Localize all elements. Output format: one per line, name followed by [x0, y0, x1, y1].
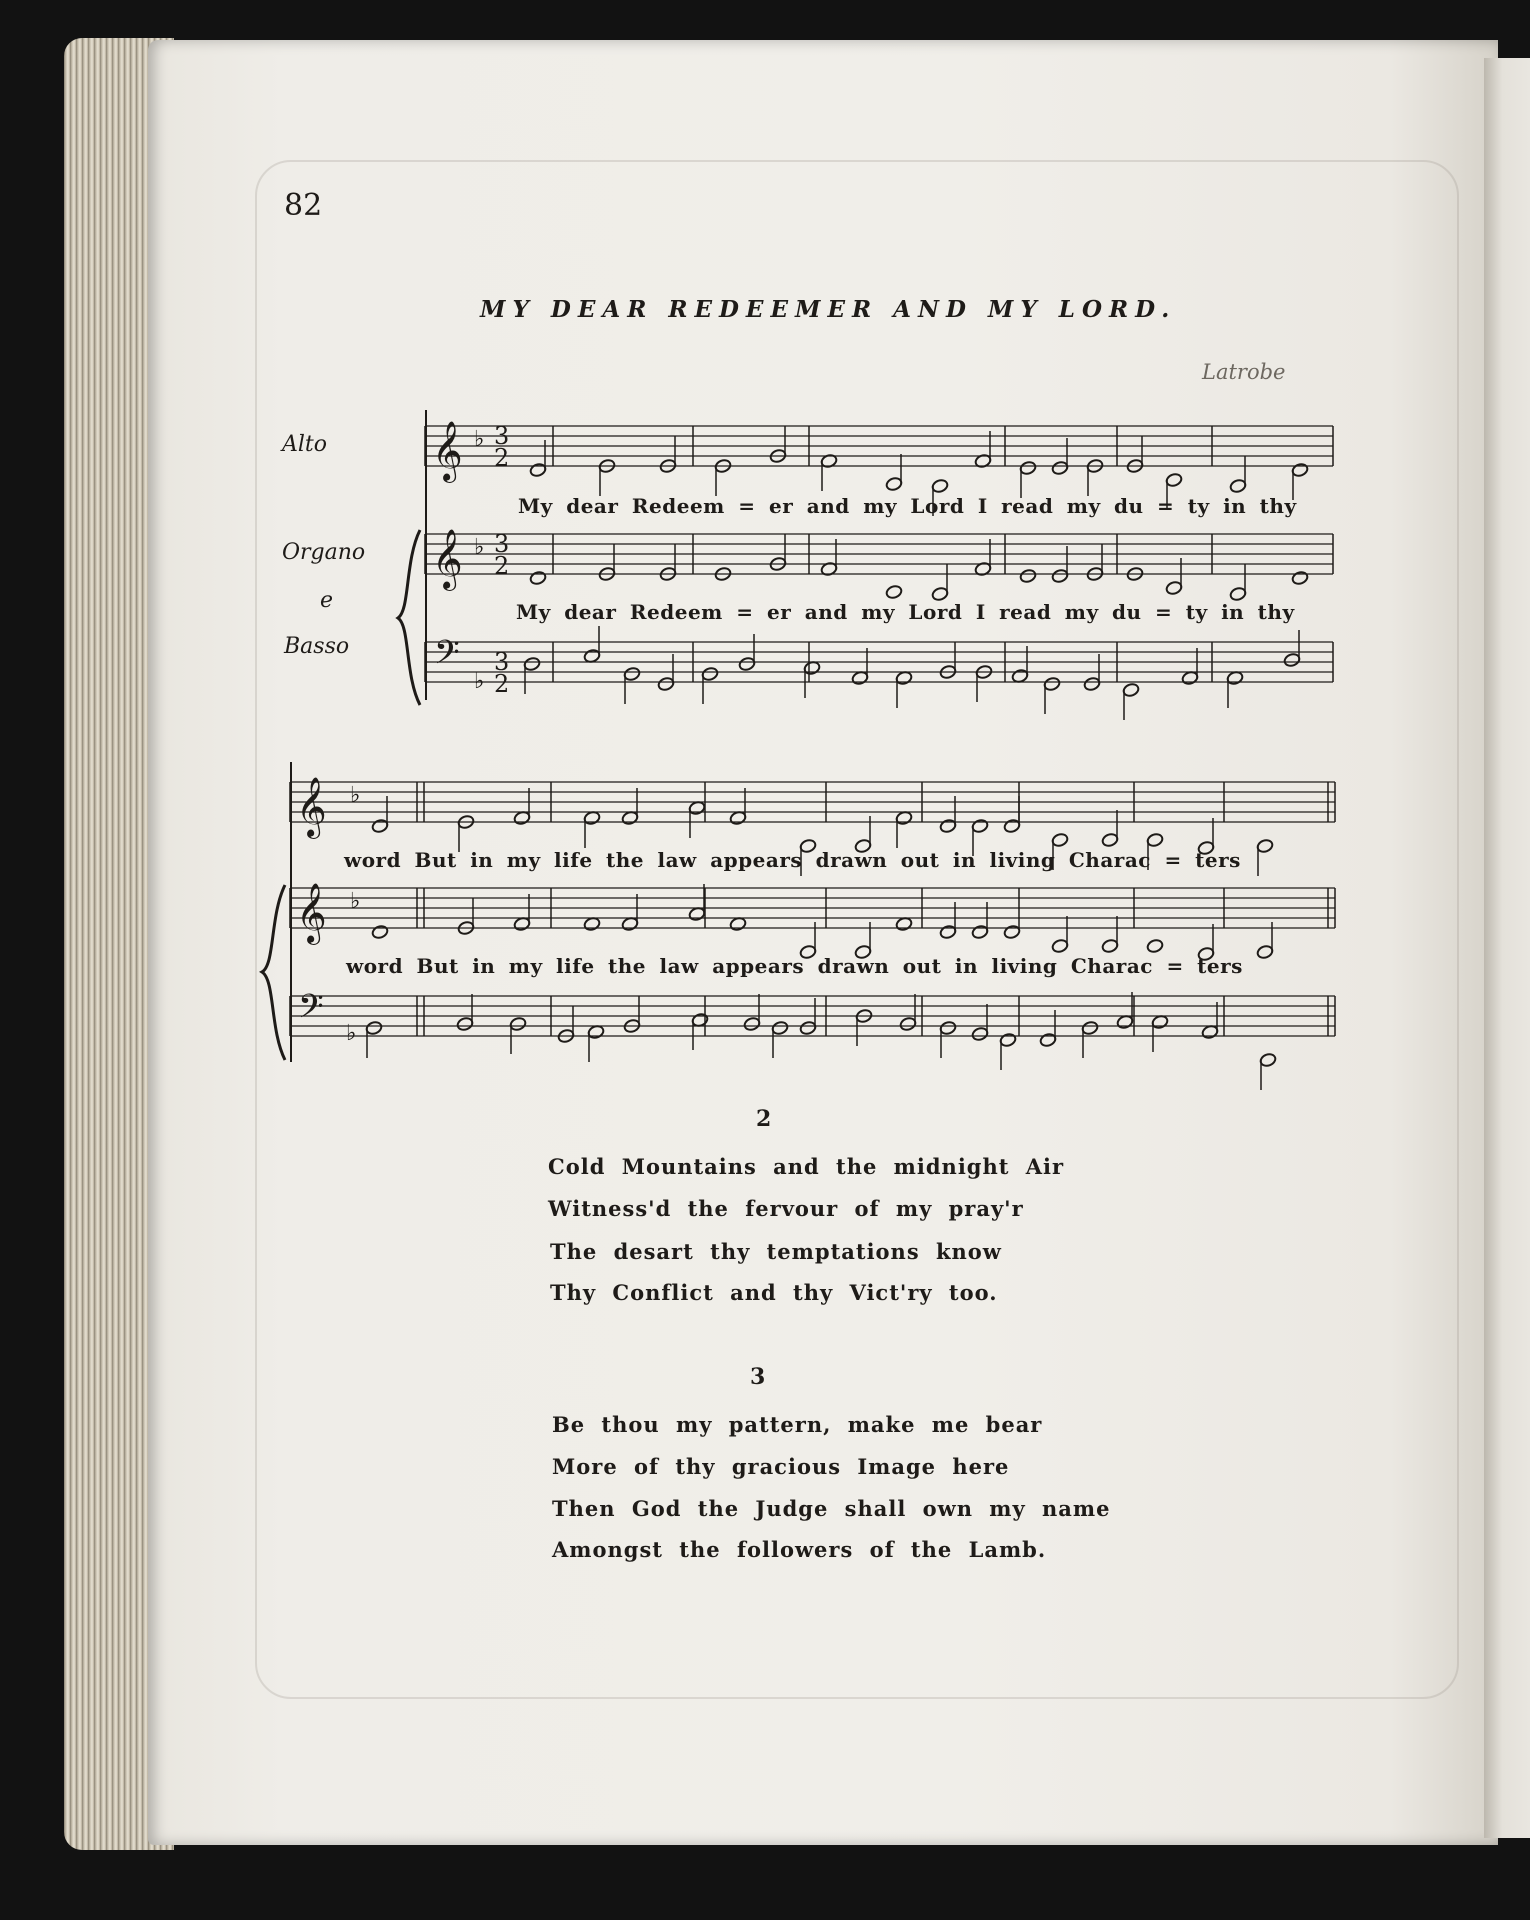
part-label-basso: Basso	[284, 634, 350, 659]
verse-2-number: 2	[756, 1106, 772, 1132]
verse-3-line: Then God the Judge shall own my name	[552, 1496, 1111, 1521]
treble-clef: 𝄞	[432, 529, 463, 589]
time-signature: 2	[494, 444, 510, 472]
time-signature: 3	[494, 530, 510, 558]
lyrics-system2-organ: word But in my life the law appears drawn out in living Charac = ters	[346, 954, 1243, 978]
note-head	[1146, 938, 1164, 953]
verse-2-line: Thy Conflict and thy Vict'ry too.	[550, 1280, 998, 1305]
verse-2-line: Cold Mountains and the midnight Air	[548, 1154, 1065, 1179]
part-label-organo: Organo	[282, 540, 366, 565]
note-head	[1019, 568, 1037, 583]
song-title: MY DEAR REDEEMER AND MY LORD.	[480, 296, 1177, 323]
lyrics-system1-alto: My dear Redeem = er and my Lord I read my du = ty in thy	[518, 494, 1297, 518]
note-head	[371, 924, 389, 939]
grand-staff-brace	[398, 530, 420, 705]
verse-2-line: Witness'd the fervour of my pray'r	[548, 1196, 1024, 1221]
bass-clef: 𝄢	[298, 988, 324, 1034]
flat-sign: ♭	[474, 427, 485, 452]
treble-clef: 𝄞	[296, 883, 327, 943]
bass-clef: 𝄢	[434, 634, 460, 680]
flat-sign: ♭	[474, 535, 485, 560]
composer-name: Latrobe	[1202, 360, 1286, 384]
note-head	[529, 570, 547, 585]
verse-3-number: 3	[750, 1364, 766, 1390]
flat-sign: ♭	[474, 669, 485, 694]
part-label-e: e	[320, 588, 334, 613]
flat-sign: ♭	[346, 1021, 357, 1046]
verse-3-line: Amongst the followers of the Lamb.	[552, 1537, 1047, 1562]
clefs	[296, 421, 509, 1046]
lyrics-system1-organ: My dear Redeem = er and my Lord I read my du = ty in thy	[516, 600, 1295, 624]
note-head	[1291, 570, 1309, 585]
flat-sign: ♭	[350, 783, 361, 808]
verse-3-line: Be thou my pattern, make me bear	[552, 1412, 1043, 1437]
verse-3-line: More of thy gracious Image here	[552, 1454, 1010, 1479]
time-signature: 2	[494, 670, 510, 698]
treble-clef: 𝄞	[432, 421, 463, 481]
notes	[365, 426, 1309, 1090]
flat-sign: ♭	[350, 889, 361, 914]
verse-2-line: The desart thy temptations know	[550, 1239, 1002, 1264]
part-label-alto: Alto	[282, 432, 328, 457]
treble-clef: 𝄞	[296, 777, 327, 837]
grand-staff-brace	[262, 885, 285, 1060]
time-signature: 2	[494, 552, 510, 580]
time-signature: 3	[494, 648, 510, 676]
time-signature: 3	[494, 422, 510, 450]
note-head	[885, 584, 903, 599]
lyrics-system2-alto: word But in my life the law appears drawn out in living Charac = ters	[344, 848, 1241, 872]
page-number: 82	[284, 188, 323, 223]
